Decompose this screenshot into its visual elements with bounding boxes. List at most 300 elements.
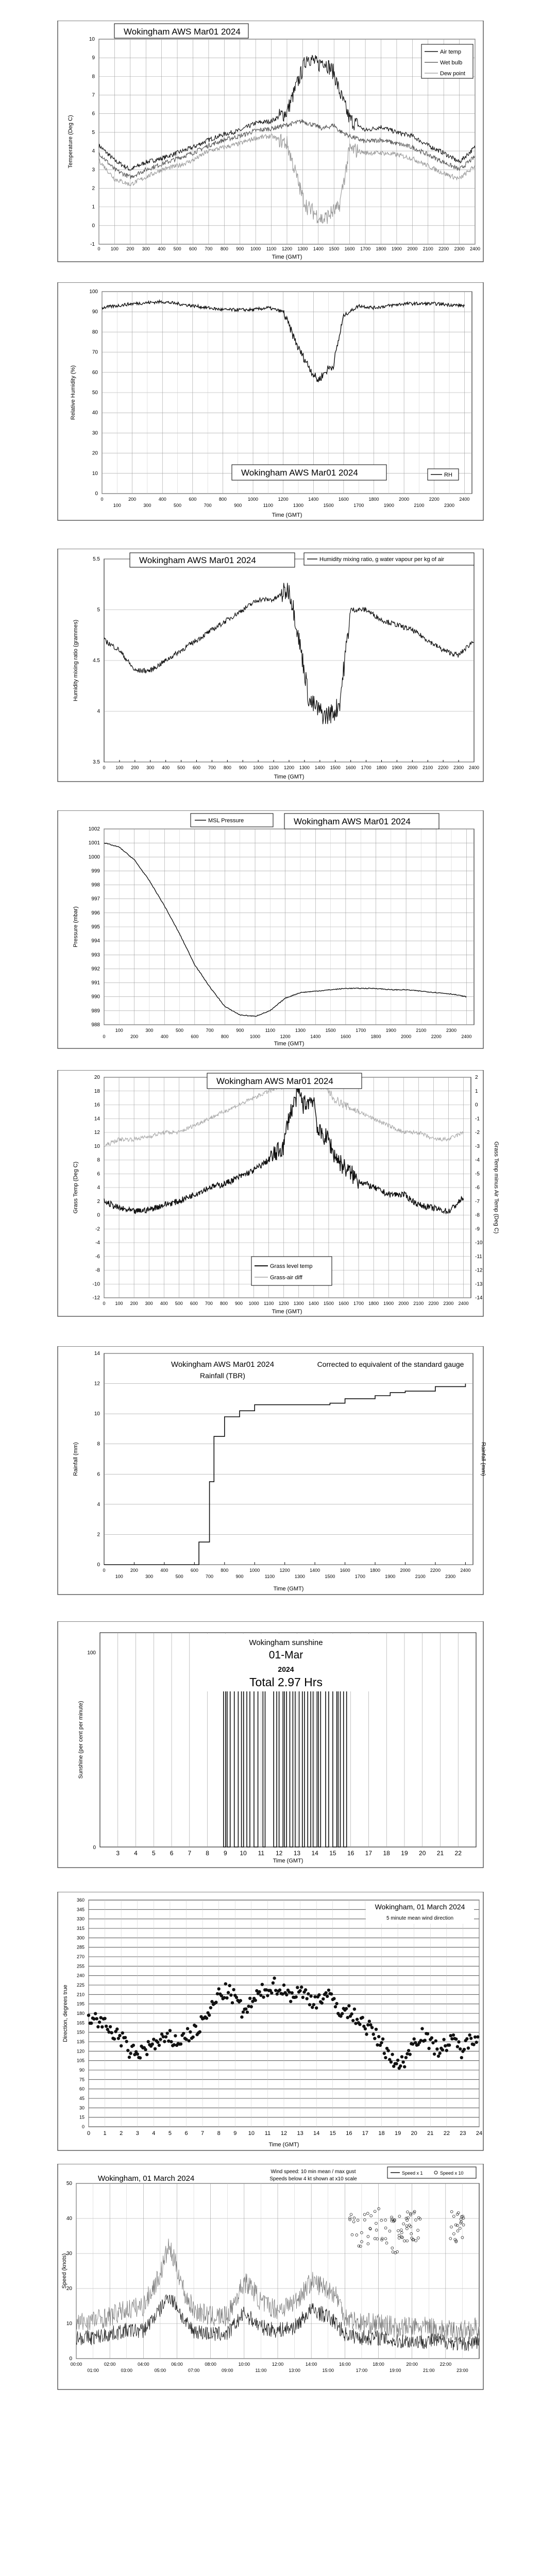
- grass-ytick-label: 18: [94, 1088, 100, 1094]
- wind-speed-y-label: Speed (knots): [61, 2253, 67, 2289]
- pres-xtick-label: 1600: [340, 1034, 351, 1039]
- wdir-point: [381, 2038, 384, 2041]
- wdir-point: [168, 2029, 172, 2032]
- pres-xtick-label: 2000: [401, 1034, 412, 1039]
- sunshine-y-label: Sunshine (per cent per minute): [78, 1701, 84, 1779]
- rh-ytick-label: 70: [92, 349, 98, 355]
- rh-xtick-label: 2200: [429, 497, 439, 502]
- wdir-xtick-label: 0: [87, 2130, 91, 2137]
- temp-xtick-label: 100: [110, 246, 119, 251]
- wdir-point: [467, 2046, 470, 2049]
- grass-xtick-label: 200: [130, 1301, 138, 1306]
- wdir-ytick-label: 120: [76, 2048, 84, 2054]
- wspd-ytick-label: 50: [66, 2181, 72, 2187]
- rain-xtick-label: 1800: [370, 1568, 381, 1573]
- rh-xtick-label: 2400: [459, 497, 470, 502]
- pres-xtick-label: 200: [130, 1034, 139, 1039]
- wdir-ytick-label: 270: [76, 1954, 84, 1959]
- wdir-point: [407, 2049, 410, 2052]
- mix-ytick-label: 4: [97, 708, 100, 715]
- grass-ytick-label: 10: [94, 1143, 100, 1149]
- temp-xtick-label: 2000: [407, 246, 418, 251]
- wdir-point: [205, 2016, 208, 2020]
- wdir-ytick-label: 105: [76, 2058, 84, 2063]
- wdir-point: [272, 1981, 275, 1985]
- rain-xtick-label: 700: [206, 1574, 214, 1579]
- legend-grass-air-diff: Grass-air diff: [270, 1275, 302, 1281]
- wdir-point: [110, 2031, 113, 2034]
- grass-temp-y-label: Grass Temp (Deg C): [73, 1161, 79, 1214]
- temp-ytick-label: 6: [92, 111, 95, 117]
- sunshine-year: 2024: [278, 1665, 294, 1673]
- wspd-xtick-label: 15:00: [322, 2368, 334, 2373]
- wdir-point: [250, 2005, 253, 2008]
- grass-xtick-label: 700: [205, 1301, 213, 1306]
- wdir-point: [347, 2004, 350, 2007]
- wdir-point: [159, 2038, 162, 2041]
- grass-xtick-label: 600: [190, 1301, 198, 1306]
- rain-ytick-label: 14: [94, 1351, 100, 1357]
- grass-xtick-label: 300: [145, 1301, 153, 1306]
- wdir-point: [350, 2012, 353, 2015]
- wdir-point: [194, 2025, 197, 2028]
- wdir-point: [322, 1997, 325, 2001]
- rh-ytick-label: 100: [89, 289, 98, 295]
- wdir-point: [235, 1996, 238, 1999]
- temp-xtick-label: 2200: [438, 246, 449, 251]
- wdir-point: [244, 2007, 247, 2010]
- sun-xtick-label: 13: [293, 1850, 301, 1857]
- wdir-point: [158, 2044, 161, 2047]
- grass-xtick-label: 2400: [458, 1301, 469, 1306]
- wdir-point: [472, 2043, 475, 2046]
- wind-speed-note-2: Speeds below 4 kt shown at x10 scale: [269, 2176, 357, 2182]
- wdir-point: [115, 2027, 119, 2030]
- wdir-point: [315, 2006, 318, 2009]
- rh-xtick-label: 1700: [353, 503, 364, 508]
- rh-xtick-label: 1400: [308, 497, 319, 502]
- temp-ytick-label: -1: [90, 242, 95, 247]
- sun-xtick-label: 8: [206, 1850, 209, 1857]
- mixing-ratio-legend: [304, 553, 474, 565]
- wspd-ytick-label: 0: [69, 2356, 72, 2362]
- wdir-ytick-label: 240: [76, 1973, 84, 1978]
- wind-direction-x-label: Time (GMT): [268, 2142, 299, 2148]
- wdir-xtick-label: 23: [460, 2130, 466, 2137]
- rh-xtick-label: 1300: [293, 503, 303, 508]
- wspd-xtick-label: 19:00: [389, 2368, 401, 2373]
- temperature-legend: [421, 44, 473, 78]
- wdir-ytick-label: 195: [76, 2001, 84, 2007]
- sun-ytick-label: 100: [87, 1650, 96, 1656]
- wdir-ytick-label: 345: [76, 1907, 84, 1912]
- grass-ytick-label: 6: [97, 1171, 100, 1177]
- rh-xtick-label: 400: [158, 497, 166, 502]
- rain-xtick-label: 2100: [415, 1574, 426, 1579]
- grass-ytick-label: -8: [95, 1267, 100, 1274]
- wind-speed-legend: [387, 2167, 476, 2178]
- wdir-ytick-label: 150: [76, 2029, 84, 2035]
- legend-speed-x1: Speed x 1: [402, 2171, 423, 2176]
- wdir-point: [420, 2027, 424, 2030]
- pres-xtick-label: 1700: [356, 1028, 366, 1033]
- wdir-point: [285, 1993, 288, 1996]
- wdir-xtick-label: 22: [443, 2130, 450, 2137]
- rainfall-chart-panel: [0, 1346, 541, 1596]
- wdir-point: [254, 1998, 257, 2002]
- mix-xtick-label: 1200: [283, 765, 295, 770]
- wind-speed-chart: [0, 2164, 541, 2391]
- grass-y2tick-label: -1: [475, 1116, 480, 1122]
- wdir-point: [452, 2033, 455, 2037]
- wdir-point: [90, 2022, 93, 2025]
- wdir-point: [469, 2037, 472, 2040]
- wdir-point: [274, 1989, 277, 1992]
- pres-xtick-label: 1100: [265, 1028, 276, 1033]
- temperature-chart-panel: [0, 21, 541, 263]
- grass-y2tick-label: 1: [475, 1088, 478, 1094]
- legend-speed-x10: Speed x 10: [440, 2171, 464, 2176]
- sun-xtick-label: 11: [258, 1850, 265, 1857]
- grass-ytick-label: 16: [94, 1102, 100, 1108]
- wdir-point: [465, 2037, 468, 2040]
- wdir-point: [288, 1991, 291, 1994]
- mix-xtick-label: 2000: [407, 765, 418, 770]
- grass-xtick-label: 900: [235, 1301, 243, 1306]
- grass-xtick-label: 500: [175, 1301, 183, 1306]
- wdir-point: [192, 2036, 195, 2039]
- pres-ytick-label: 994: [91, 938, 100, 944]
- wspd-xtick-label: 02:00: [104, 2362, 116, 2367]
- wdir-point: [370, 2026, 374, 2029]
- wdir-point: [364, 2027, 367, 2030]
- wdir-point: [449, 2034, 452, 2037]
- legend-wet-bulb: Wet bulb: [440, 60, 463, 66]
- wdir-point: [179, 2042, 182, 2045]
- pres-ytick-label: 998: [91, 882, 100, 888]
- grass-xtick-label: 400: [160, 1301, 168, 1306]
- wdir-point: [225, 1996, 228, 1999]
- grass-ytick-label: 8: [97, 1157, 100, 1163]
- wspd-xtick-label: 01:00: [87, 2368, 99, 2373]
- wdir-point: [282, 1984, 285, 1987]
- wspd-xtick-label: 07:00: [188, 2368, 200, 2373]
- humidity-chart-panel: [0, 282, 541, 522]
- wdir-ytick-label: 90: [79, 2067, 84, 2073]
- pres-xtick-label: 1900: [385, 1028, 396, 1033]
- temp-ytick-label: 3: [92, 167, 95, 173]
- pres-xtick-label: 2200: [431, 1034, 442, 1039]
- pres-ytick-label: 1002: [88, 826, 100, 832]
- wdir-point: [147, 2040, 150, 2043]
- pres-xtick-label: 700: [206, 1028, 214, 1033]
- rain-xtick-label: 1300: [294, 1574, 305, 1579]
- mix-xtick-label: 1300: [299, 765, 310, 770]
- sunshine-x-label: Time (GMT): [273, 1858, 303, 1864]
- grass-y2tick-label: 2: [475, 1075, 478, 1080]
- wdir-point: [306, 1997, 309, 2000]
- wdir-point: [95, 2017, 98, 2020]
- wdir-point: [189, 2030, 192, 2033]
- grass-y2tick-label: -5: [475, 1171, 480, 1177]
- rainfall-chart: [0, 1346, 541, 1596]
- rh-ytick-label: 80: [92, 329, 98, 335]
- rh-xtick-label: 1100: [263, 503, 274, 508]
- rainfall-subtitle: Rainfall (TBR): [200, 1371, 245, 1380]
- wdir-point: [109, 2025, 112, 2028]
- wdir-point: [117, 2037, 120, 2040]
- mix-xtick-label: 1600: [345, 765, 356, 770]
- wdir-point: [208, 2013, 211, 2016]
- pres-xtick-label: 1800: [370, 1034, 381, 1039]
- wdir-point: [354, 2022, 357, 2025]
- grass-xtick-label: 100: [115, 1301, 123, 1306]
- wdir-point: [312, 2003, 315, 2006]
- wdir-point: [133, 2053, 136, 2056]
- wdir-xtick-label: 11: [264, 2130, 271, 2137]
- sunshine-total: Total 2.97 Hrs: [249, 1675, 323, 1689]
- wspd-xtick-label: 04:00: [138, 2362, 149, 2367]
- rh-ytick-label: 40: [92, 410, 98, 416]
- grass-ytick-label: 14: [94, 1116, 100, 1122]
- wdir-xtick-label: 15: [329, 2130, 336, 2137]
- grass-ytick-label: -2: [95, 1226, 100, 1232]
- humidity-legend: [428, 469, 459, 480]
- grass-y2tick-label: -10: [475, 1240, 483, 1246]
- wdir-point: [163, 2040, 166, 2043]
- temp-ytick-label: 0: [92, 223, 95, 229]
- wdir-point: [341, 2012, 344, 2015]
- grass-ytick-label: 2: [97, 1198, 100, 1205]
- rain-xtick-label: 0: [103, 1568, 106, 1573]
- wspd-ytick-label: 40: [66, 2216, 72, 2222]
- mix-ytick-label: 3.5: [93, 759, 100, 765]
- wdir-point: [335, 2002, 338, 2005]
- wdir-point: [330, 1992, 333, 1995]
- grass-temp-x-label: Time (GMT): [272, 1309, 302, 1315]
- wdir-point: [368, 2020, 371, 2023]
- wdir-point: [391, 2053, 394, 2056]
- pressure-chart-panel: [0, 810, 541, 1050]
- mix-ytick-label: 5.5: [93, 556, 100, 562]
- wdir-point: [209, 2006, 212, 2009]
- rh-ytick-label: 30: [92, 430, 98, 436]
- grass-ytick-label: 20: [94, 1075, 100, 1080]
- wdir-point: [296, 1986, 299, 1989]
- wdir-point: [100, 2025, 104, 2028]
- pres-xtick-label: 600: [191, 1034, 199, 1039]
- pressure-legend: [191, 814, 273, 827]
- rh-xtick-label: 1000: [248, 497, 259, 502]
- pres-xtick-label: 2400: [461, 1034, 472, 1039]
- temp-xtick-label: 700: [205, 246, 213, 251]
- wind-direction-chart-panel: [0, 1892, 541, 2152]
- mixing-ratio-x-label: Time (GMT): [274, 774, 305, 780]
- wdir-point: [239, 1999, 242, 2002]
- wdir-point: [231, 2001, 234, 2004]
- sunshine-date: 01-Mar: [268, 1649, 303, 1661]
- pres-ytick-label: 993: [91, 952, 100, 958]
- wdir-point: [232, 1988, 235, 1991]
- mix-xtick-label: 1500: [330, 765, 341, 770]
- wdir-point: [424, 2039, 427, 2042]
- wdir-point: [332, 1997, 335, 2000]
- wspd-xtick-label: 18:00: [373, 2362, 384, 2367]
- grass-y2tick-label: -2: [475, 1130, 480, 1136]
- rain-xtick-label: 200: [130, 1568, 138, 1573]
- sunshine-chart: [0, 1621, 541, 1869]
- rh-xtick-label: 1500: [323, 503, 334, 508]
- grass-y2tick-label: -11: [475, 1253, 482, 1260]
- temp-xtick-label: 300: [142, 246, 150, 251]
- wspd-xtick-label: 14:00: [305, 2362, 317, 2367]
- mix-xtick-label: 300: [146, 765, 155, 770]
- wspd-ytick-label: 10: [66, 2321, 72, 2327]
- grass-ytick-label: 0: [97, 1212, 100, 1218]
- temp-xtick-label: 0: [97, 246, 100, 251]
- wdir-point: [434, 2039, 437, 2042]
- rh-ytick-label: 10: [92, 470, 98, 477]
- wdir-point: [248, 1997, 251, 2000]
- rain-ytick-label: 6: [97, 1471, 100, 1478]
- grass-ytick-label: 12: [94, 1130, 100, 1136]
- sun-xtick-label: 12: [275, 1850, 283, 1857]
- grass-xtick-label: 1400: [308, 1301, 319, 1306]
- rain-ytick-label: 12: [94, 1381, 100, 1387]
- wdir-xtick-label: 13: [297, 2130, 303, 2137]
- temp-xtick-label: 900: [236, 246, 244, 251]
- temp-xtick-label: 1000: [250, 246, 261, 251]
- wdir-point: [405, 2052, 409, 2055]
- rainfall-note: Corrected to equivalent of the standard gauge: [317, 1360, 464, 1368]
- wdir-point: [326, 1995, 329, 1998]
- wdir-point: [170, 2040, 173, 2043]
- mix-xtick-label: 0: [103, 765, 106, 770]
- sun-xtick-label: 14: [311, 1850, 318, 1857]
- temp-xtick-label: 500: [173, 246, 181, 251]
- wdir-point: [475, 2041, 478, 2044]
- wdir-point: [390, 2060, 393, 2063]
- wspd-ytick-label: 20: [66, 2286, 72, 2292]
- mix-xtick-label: 200: [131, 765, 139, 770]
- wdir-point: [129, 2052, 132, 2055]
- wdir-xtick-label: 16: [346, 2130, 352, 2137]
- humidity-y-label: Relative Humidity (%): [70, 365, 76, 420]
- rh-xtick-label: 2000: [399, 497, 410, 502]
- wdir-point: [419, 2039, 422, 2042]
- wdir-ytick-label: 225: [76, 1982, 84, 1988]
- pres-xtick-label: 2100: [416, 1028, 427, 1033]
- wdir-point: [309, 1994, 312, 1997]
- wspd-xtick-label: 22:00: [439, 2362, 452, 2367]
- wind-direction-chart: [0, 1892, 541, 2152]
- wdir-ytick-label: 45: [79, 2096, 84, 2101]
- temp-xtick-label: 1600: [344, 246, 355, 251]
- wdir-point: [437, 2055, 440, 2058]
- wdir-point: [261, 1983, 264, 1986]
- wind-speed-chart-title: Wokingham, 01 March 2024: [98, 2174, 195, 2183]
- wdir-point: [427, 2047, 430, 2050]
- temperature-chart-title: Wokingham AWS Mar01 2024: [124, 27, 241, 37]
- rh-xtick-label: 1900: [383, 503, 394, 508]
- wdir-point: [435, 2047, 438, 2050]
- grass-ytick-label: -10: [92, 1281, 100, 1287]
- grass-xtick-label: 2000: [398, 1301, 409, 1306]
- grass-ytick-label: -4: [95, 1240, 100, 1246]
- wdir-ytick-label: 75: [79, 2077, 84, 2082]
- pres-ytick-label: 995: [91, 924, 100, 930]
- wdir-ytick-label: 315: [76, 1926, 84, 1931]
- wdir-point: [433, 2053, 436, 2056]
- wdir-point: [188, 2039, 191, 2042]
- rain-xtick-label: 1900: [385, 1574, 396, 1579]
- rain-xtick-label: 1100: [264, 1574, 275, 1579]
- grass-xtick-label: 1200: [278, 1301, 289, 1306]
- wdir-point: [228, 1984, 231, 1987]
- mix-xtick-label: 1100: [268, 765, 279, 770]
- rain-xtick-label: 600: [190, 1568, 198, 1573]
- mix-xtick-label: 2400: [468, 765, 480, 770]
- wdir-point: [353, 2008, 356, 2011]
- wdir-point: [430, 2036, 433, 2039]
- wdir-point: [426, 2032, 429, 2035]
- sun-xtick-label: 4: [134, 1850, 138, 1857]
- rain-xtick-label: 300: [145, 1574, 154, 1579]
- rain-xtick-label: 1600: [340, 1568, 350, 1573]
- temp-xtick-label: 1400: [313, 246, 324, 251]
- mix-xtick-label: 400: [162, 765, 170, 770]
- rainfall-y-label: Rainfall (mm): [73, 1442, 79, 1476]
- wspd-xtick-label: 20:00: [406, 2362, 418, 2367]
- temp-ytick-label: 5: [92, 129, 95, 135]
- wdir-point: [356, 2018, 359, 2021]
- wdir-ytick-label: 285: [76, 1944, 84, 1950]
- wdir-point: [351, 2019, 354, 2022]
- mix-xtick-label: 2200: [438, 765, 449, 770]
- wdir-point: [125, 2040, 128, 2043]
- wdir-xtick-label: 12: [280, 2130, 288, 2137]
- rain-xtick-label: 2000: [400, 1568, 411, 1573]
- rain-xtick-label: 100: [115, 1574, 123, 1579]
- wdir-point: [307, 1992, 310, 1995]
- pres-xtick-label: 500: [176, 1028, 184, 1033]
- wdir-xtick-label: 7: [201, 2130, 205, 2137]
- wspd-xtick-label: 21:00: [422, 2368, 435, 2373]
- wdir-point: [387, 2049, 390, 2052]
- wdir-ytick-label: 330: [76, 1916, 84, 1922]
- grass-xtick-label: 0: [103, 1301, 106, 1306]
- wdir-xtick-label: 24: [476, 2130, 483, 2137]
- wdir-point: [151, 2043, 154, 2046]
- wdir-point: [377, 2035, 380, 2038]
- pres-xtick-label: 1400: [310, 1034, 321, 1039]
- wspd-xtick-label: 05:00: [154, 2368, 166, 2373]
- mix-ytick-label: 4.5: [93, 658, 100, 664]
- grass-ytick-label: -12: [92, 1295, 100, 1301]
- wdir-xtick-label: 8: [217, 2130, 221, 2137]
- temp-xtick-label: 2100: [422, 246, 433, 251]
- wdir-point: [136, 2053, 139, 2056]
- temp-xtick-label: 400: [158, 246, 166, 251]
- wdir-point: [373, 2037, 376, 2040]
- wdir-ytick-label: 15: [79, 2114, 84, 2120]
- rain-ytick-label: 10: [94, 1411, 100, 1417]
- sun-xtick-label: 10: [240, 1850, 247, 1857]
- wdir-point: [320, 2002, 324, 2005]
- grass-xtick-label: 1300: [293, 1301, 304, 1306]
- wdir-point: [438, 2052, 442, 2055]
- temp-xtick-label: 2300: [454, 246, 465, 251]
